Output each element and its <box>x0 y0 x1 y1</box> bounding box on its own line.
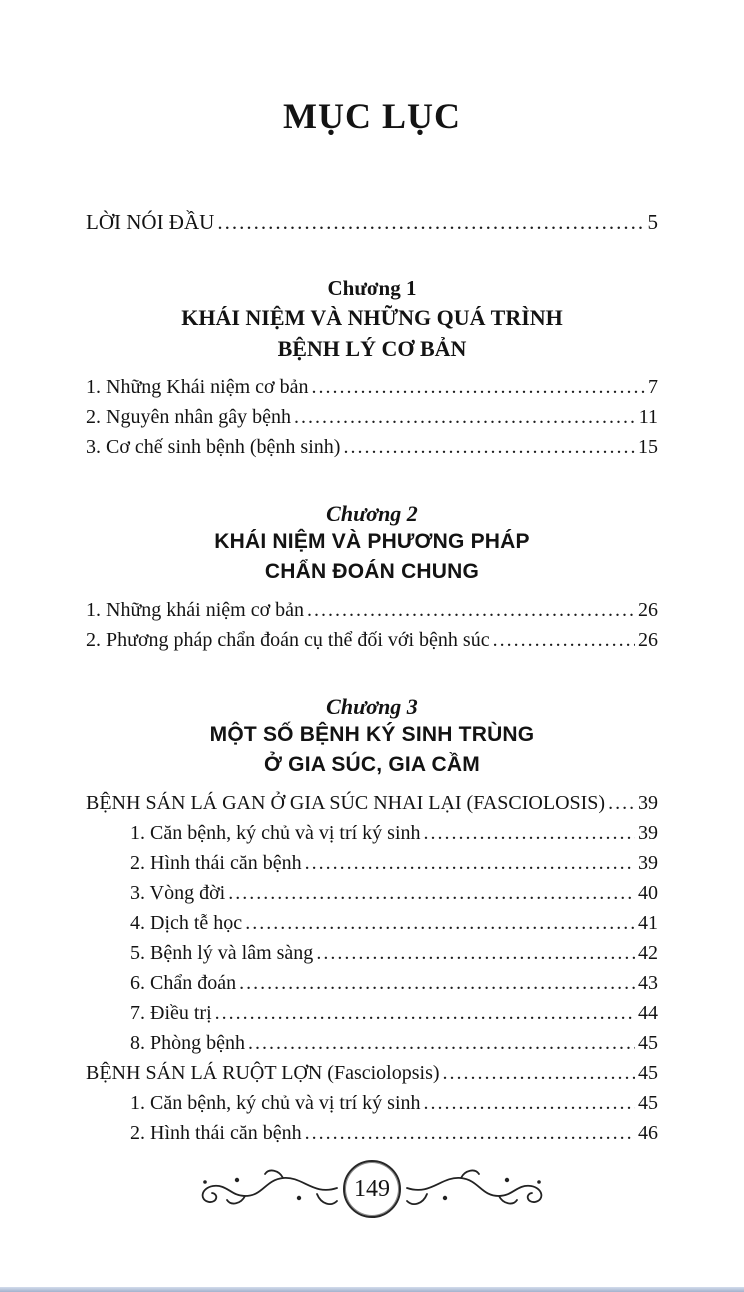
dot-leader <box>245 908 635 938</box>
dot-leader <box>311 372 645 402</box>
chapter-2-entries <box>86 595 658 655</box>
chapter-3-heading: Chương 3 <box>326 694 418 719</box>
dot-leader <box>305 1118 635 1148</box>
toc-entry-label: 1. Căn bệnh, ký chủ và vị trí ký sinh <box>130 822 421 844</box>
toc-entry-label: BỆNH SÁN LÁ GAN Ở GIA SÚC NHAI LẠI (FASCIOLOSIS) <box>86 792 606 814</box>
toc-entry-page: 44 <box>638 1002 658 1024</box>
toc-entry-page: 42 <box>638 942 658 964</box>
toc-entry <box>86 878 658 908</box>
toc-entry-label: 1. Những khái niệm cơ bản <box>86 599 305 621</box>
dot-leader <box>443 1058 635 1088</box>
flourish-right-icon <box>405 1166 555 1212</box>
toc-entry-page: 43 <box>638 972 658 994</box>
dot-leader <box>248 1028 635 1058</box>
toc-entry-page: 46 <box>638 1122 658 1144</box>
toc-entry-label: 2. Hình thái căn bệnh <box>130 1122 302 1144</box>
toc-entry-label: 3. Vòng đời <box>130 882 226 904</box>
toc-entry <box>86 818 658 848</box>
dot-leader <box>305 848 635 878</box>
chapter-2-title-line-2: CHẨN ĐOÁN CHUNG <box>264 560 480 583</box>
page-number: 149 <box>354 1175 390 1202</box>
dot-leader <box>316 938 635 968</box>
toc-entry <box>86 968 658 998</box>
dot-leader <box>239 968 635 998</box>
toc-entry-page: 45 <box>638 1062 658 1084</box>
toc-entry-page: 39 <box>638 822 658 844</box>
toc-entry-label: 2. Phương pháp chẩn đoán cụ thể đối với bệnh súc <box>86 629 490 651</box>
dot-leader <box>294 402 636 432</box>
toc-entry <box>86 908 658 938</box>
chapter-3-title-line-2: Ở GIA SÚC, GIA CẦM <box>264 753 480 776</box>
toc-entry-page: 41 <box>638 912 658 934</box>
chapter-1-title-line-2: BỆNH LÝ CƠ BẢN <box>277 336 467 361</box>
toc-entry <box>86 402 658 432</box>
toc-entry-label: 6. Chẩn đoán <box>130 972 237 994</box>
dot-leader <box>228 878 635 908</box>
chapter-1-block <box>86 275 658 462</box>
dot-leader <box>217 207 644 237</box>
dot-leader <box>343 432 635 462</box>
chapter-3-entries <box>86 788 658 1148</box>
chapter-1-title-line-1: KHÁI NIỆM VÀ NHỮNG QUÁ TRÌNH <box>181 305 563 330</box>
toc-entry-label: LỜI NÓI ĐẦU <box>86 210 215 234</box>
toc-entry <box>86 1088 658 1118</box>
toc-entry <box>86 625 658 655</box>
page-bottom-edge <box>0 1287 744 1292</box>
toc-entry-page: 15 <box>638 436 658 458</box>
toc-entry-page: 26 <box>638 599 658 621</box>
toc-entry-label: 2. Nguyên nhân gây bệnh <box>86 406 291 428</box>
chapter-1-entries <box>86 372 658 462</box>
toc-entry-page: 11 <box>638 406 658 428</box>
toc-entry-page: 5 <box>647 210 658 234</box>
chapter-3-title-line-1: MỘT SỐ BỆNH KÝ SINH TRÙNG <box>209 723 535 746</box>
chapter-3-block <box>86 693 658 1148</box>
toc-entry <box>86 1028 658 1058</box>
toc-entry <box>86 432 658 462</box>
toc-entry-preface <box>86 207 658 237</box>
dot-leader <box>424 1088 635 1118</box>
toc-entry-page: 26 <box>638 629 658 651</box>
toc-section-heading <box>86 1058 658 1088</box>
toc-entry <box>86 848 658 878</box>
flourish-left-icon <box>189 1166 339 1212</box>
chapter-2-heading: Chương 2 <box>326 501 418 526</box>
toc-entry <box>86 938 658 968</box>
toc-section-heading <box>86 788 658 818</box>
toc-entry <box>86 998 658 1028</box>
page-title: MỤC LỤC <box>283 96 461 136</box>
toc-entry-page: 45 <box>638 1032 658 1054</box>
toc-entry-label: 3. Cơ chế sinh bệnh (bệnh sinh) <box>86 436 341 458</box>
dot-leader <box>608 788 635 818</box>
chapter-1-heading: Chương 1 <box>327 276 417 300</box>
dot-leader <box>307 595 635 625</box>
dot-leader <box>215 998 635 1028</box>
toc-entry-label: 1. Những Khái niệm cơ bản <box>86 376 309 398</box>
toc-entry-label: 5. Bệnh lý và lâm sàng <box>130 942 314 964</box>
toc-entry-label: 4. Dịch tễ học <box>130 912 243 934</box>
toc-entry-page: 40 <box>638 882 658 904</box>
dot-leader <box>424 818 635 848</box>
toc-entry-page: 45 <box>638 1092 658 1114</box>
toc-entry <box>86 1118 658 1148</box>
toc-entry <box>86 372 658 402</box>
toc-entry-label: 7. Điều trị <box>130 1002 212 1024</box>
dot-leader <box>493 625 635 655</box>
toc-entry-label: 1. Căn bệnh, ký chủ và vị trí ký sinh <box>130 1092 421 1114</box>
toc-entry-page: 7 <box>648 376 658 398</box>
toc-entry-label: BỆNH SÁN LÁ RUỘT LỢN (Fasciolopsis) <box>86 1062 440 1084</box>
toc-entry-label: 2. Hình thái căn bệnh <box>130 852 302 874</box>
page-footer <box>86 1160 658 1218</box>
chapter-2-title-line-1: KHÁI NIỆM VÀ PHƯƠNG PHÁP <box>214 530 530 553</box>
toc-entry <box>86 595 658 625</box>
toc-entry-page: 39 <box>638 852 658 874</box>
page-number-badge <box>343 1160 401 1218</box>
chapter-2-block <box>86 500 658 655</box>
toc-entry-page: 39 <box>638 792 658 814</box>
toc-entry-label: 8. Phòng bệnh <box>130 1032 245 1054</box>
